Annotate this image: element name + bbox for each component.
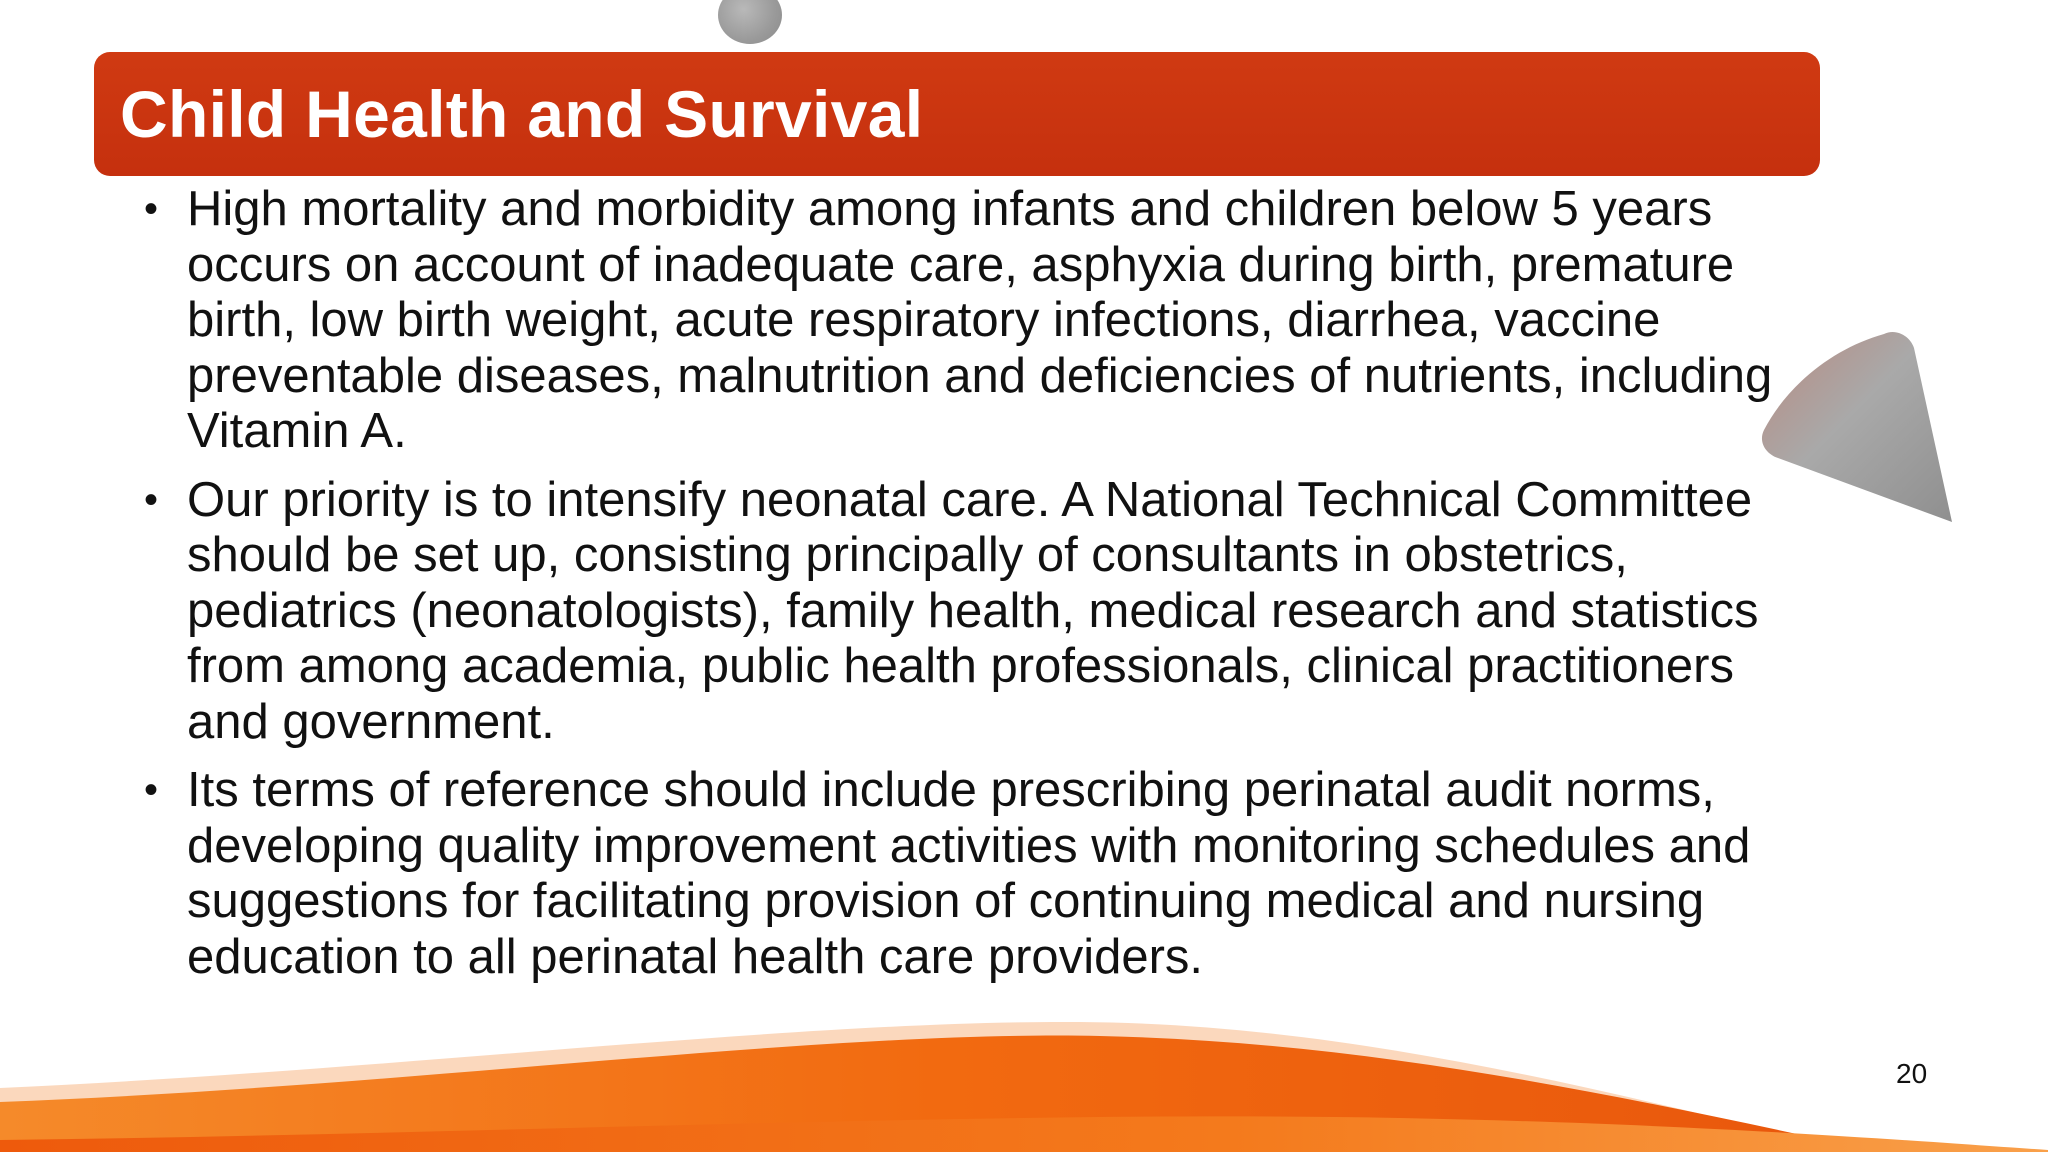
bullet-text: Our priority is to intensify neonatal care. A National Technical Committee should be set up, consisting principally of consultants in obstetrics, pediatrics (neonatologists), family health, medical research and statistics from among academia, public health professionals, clinical practitioners and government. bbox=[187, 472, 1759, 749]
title-bar bbox=[94, 52, 1820, 176]
bullet-list bbox=[144, 182, 1784, 998]
footer-wave-decoration bbox=[0, 1000, 2048, 1152]
page-number: 20 bbox=[1896, 1058, 1928, 1089]
bullet-item bbox=[144, 763, 1784, 985]
bullet-text: Its terms of reference should include prescribing perinatal audit norms, developing quality improvement activities with monitoring schedules and suggestions for facilitating provision of continuing medical and nursing education to all perinatal health care providers. bbox=[187, 763, 1751, 984]
bullet-marker: • bbox=[144, 477, 159, 522]
slide-title: Child Health and Survival bbox=[120, 77, 924, 151]
bullet-marker: • bbox=[144, 187, 159, 231]
bullet-text: High mortality and morbidity among infants and children below 5 years occurs on account of inadequate care, asphyxia during birth, premature birth, low birth weight, acute respiratory infections, diarrhea, vaccine preventable diseases, malnutrition and deficiencies of nutrients, including Vitamin A. bbox=[187, 182, 1773, 458]
bullet-item bbox=[144, 182, 1784, 460]
decorative-circle-icon bbox=[718, 0, 782, 44]
decorative-cone-icon bbox=[1760, 330, 1956, 526]
bullet-marker: • bbox=[144, 768, 159, 812]
bullet-item bbox=[144, 473, 1784, 751]
